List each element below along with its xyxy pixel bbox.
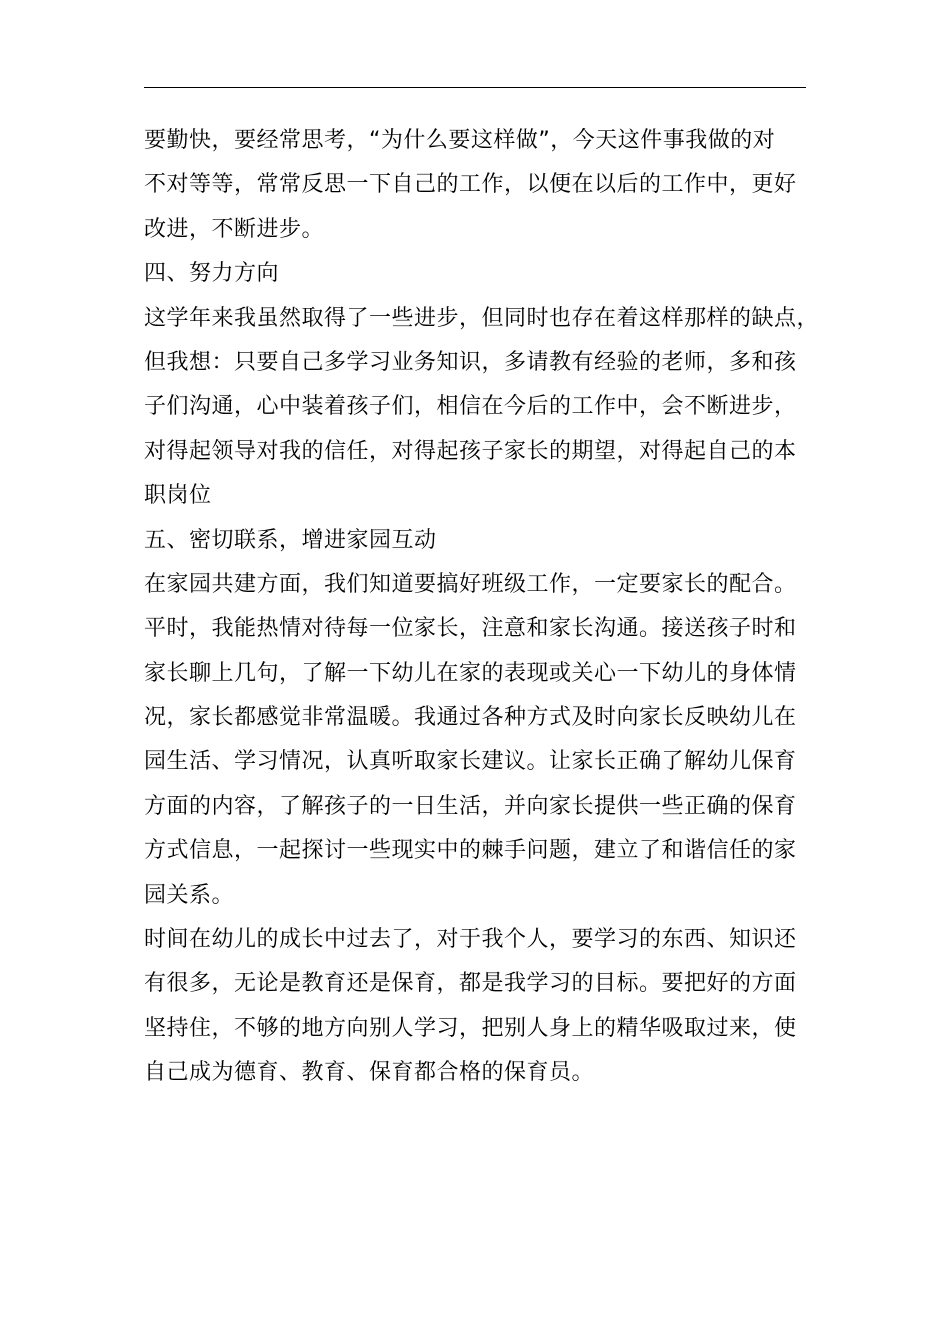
paragraph-reflection — [144, 119, 810, 252]
paragraph-home-school — [144, 563, 810, 918]
text-line: 这学年来我虽然取得了一些进步，但同时也存在着这样那样的缺点， — [144, 305, 820, 331]
paragraph-conclusion — [144, 918, 810, 1096]
text-line: 职岗位 — [144, 483, 212, 509]
text-line: 园生活、学习情况，认真听取家长建议。让家长正确了解幼儿保育 — [144, 749, 797, 775]
text-line: 园关系。 — [144, 882, 235, 908]
text-line: 对得起领导对我的信任，对得起孩子家长的期望，对得起自己的本 — [144, 438, 797, 464]
text-line: 在家园共建方面，我们知道要搞好班级工作，一定要家长的配合。 — [144, 571, 797, 597]
section-heading: 四、努力方向 — [144, 261, 280, 287]
section-heading-effort-direction — [144, 252, 810, 296]
document-body — [144, 119, 820, 1096]
section-heading-home-school — [144, 519, 810, 563]
text-line: 但我想：只要自己多学习业务知识，多请教有经验的老师，多和孩 — [144, 349, 797, 375]
header-divider — [144, 87, 806, 88]
text-line: 子们沟通，心中装着孩子们，相信在今后的工作中，会不断进步， — [144, 394, 797, 420]
text-line: 平时，我能热情对待每一位家长，注意和家长沟通。接送孩子时和 — [144, 616, 797, 642]
text-line: 方式信息，一起探讨一些现实中的棘手问题，建立了和谐信任的家 — [144, 838, 797, 864]
text-line: 时间在幼儿的成长中过去了，对于我个人，要学习的东西、知识还 — [144, 927, 797, 953]
text-line: 改进，不断进步。 — [144, 216, 325, 242]
text-line: 有很多，无论是教育还是保育，都是我学习的目标。要把好的方面 — [144, 971, 797, 997]
text-line: 方面的内容，了解孩子的一日生活，并向家长提供一些正确的保育 — [144, 793, 797, 819]
text-line: 自己成为德育、教育、保育都合格的保育员。 — [144, 1060, 595, 1086]
text-line: 况，家长都感觉非常温暖。我通过各种方式及时向家长反映幼儿在 — [144, 705, 797, 731]
section-heading: 五、密切联系，增进家园互动 — [144, 527, 437, 553]
text-line: 坚持住，不够的地方向别人学习，把别人身上的精华吸取过来，使 — [144, 1015, 797, 1041]
text-line: 不对等等，常常反思一下自己的工作，以便在以后的工作中，更好 — [144, 172, 797, 198]
paragraph-effort-direction — [144, 297, 820, 519]
text-line: 家长聊上几句，了解一下幼儿在家的表现或关心一下幼儿的身体情 — [144, 660, 797, 686]
text-line: 要勤快，要经常思考，“为什么要这样做”，今天这件事我做的对 — [144, 128, 776, 153]
